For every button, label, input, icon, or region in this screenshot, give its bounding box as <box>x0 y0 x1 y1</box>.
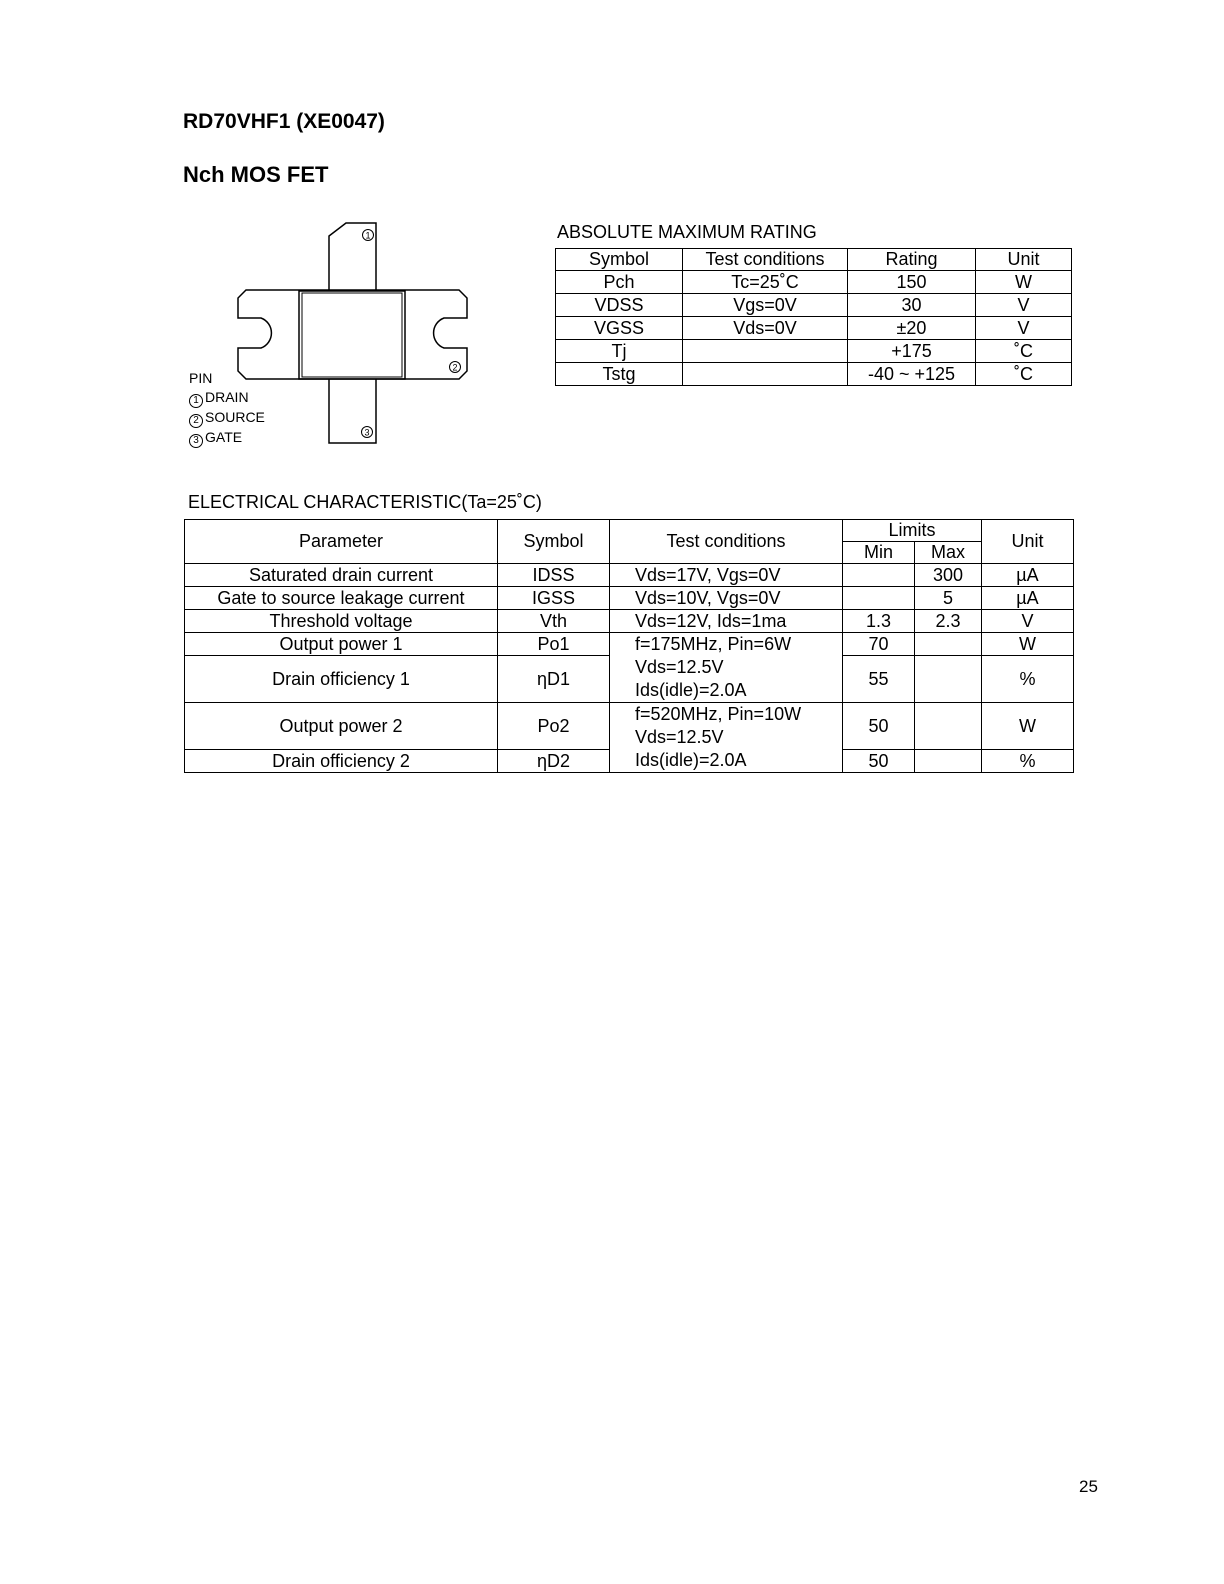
pin-legend <box>189 369 265 448</box>
table-cell: V <box>976 317 1072 340</box>
table-header-row <box>556 249 1072 271</box>
table-row <box>185 633 1074 656</box>
table-row <box>556 294 1072 317</box>
table-cell: Po2 <box>498 703 610 750</box>
pin-1-marker: 1 <box>365 230 371 241</box>
table-cell <box>915 749 982 772</box>
test-conditions-group-1 <box>610 633 843 703</box>
elec-char-caption: ELECTRICAL CHARACTERISTIC(Ta=25˚C) <box>188 492 542 512</box>
table-cell: Saturated drain current <box>185 564 498 587</box>
pin-legend-heading: PIN <box>189 370 213 386</box>
pin-2-marker: 2 <box>452 362 458 373</box>
table-cell: 1.3 <box>843 610 915 633</box>
col-header-limits: Limits <box>843 520 982 542</box>
table-cell: Output power 1 <box>185 633 498 656</box>
table-cell: Vgs=0V <box>683 294 848 317</box>
table-cell: W <box>976 271 1072 294</box>
page-title: RD70VHF1 (XE0047) <box>183 110 385 133</box>
condition-line: Ids(idle)=2.0A <box>635 750 747 770</box>
table-cell: 300 <box>915 564 982 587</box>
pin-number-badge: 2 <box>189 414 203 428</box>
table-row <box>185 610 1074 633</box>
table-cell: W <box>982 633 1074 656</box>
table-row <box>556 363 1072 386</box>
table-cell: Vds=0V <box>683 317 848 340</box>
table-cell: V <box>976 294 1072 317</box>
table-cell: Output power 2 <box>185 703 498 750</box>
col-header-unit: Unit <box>982 520 1074 564</box>
table-cell <box>915 633 982 656</box>
table-cell: ηD2 <box>498 749 610 772</box>
table-cell: V <box>982 610 1074 633</box>
condition-line: f=520MHz, Pin=10W <box>635 704 802 724</box>
flange-outline <box>238 290 467 379</box>
abs-max-table <box>555 248 1072 386</box>
table-row <box>185 587 1074 610</box>
table-cell: 5 <box>915 587 982 610</box>
table-cell: ηD1 <box>498 656 610 703</box>
elec-char-table <box>184 519 1074 773</box>
table-cell: Pch <box>556 271 683 294</box>
package-body <box>299 291 405 379</box>
table-row <box>556 340 1072 363</box>
pin-number-badge: 3 <box>189 434 203 448</box>
device-type: Nch MOS FET <box>183 162 329 187</box>
col-header: Symbol <box>556 249 683 271</box>
table-cell: Tc=25˚C <box>683 271 848 294</box>
table-row <box>556 317 1072 340</box>
table-cell <box>843 587 915 610</box>
table-cell: Gate to source leakage current <box>185 587 498 610</box>
abs-max-caption: ABSOLUTE MAXIMUM RATING <box>557 222 817 242</box>
pin-legend-item <box>189 428 265 448</box>
table-cell: % <box>982 656 1074 703</box>
pin-legend-item <box>189 408 265 428</box>
condition-line: f=175MHz, Pin=6W <box>635 634 792 654</box>
table-cell: IDSS <box>498 564 610 587</box>
table-cell: Drain officiency 1 <box>185 656 498 703</box>
table-cell <box>915 703 982 750</box>
table-cell: +175 <box>848 340 976 363</box>
table-cell: ˚C <box>976 363 1072 386</box>
condition-line: Vds=12.5V <box>635 727 724 747</box>
table-cell: ±20 <box>848 317 976 340</box>
table-cell: 50 <box>843 703 915 750</box>
pin-name: SOURCE <box>205 409 265 425</box>
condition-line: Ids(idle)=2.0A <box>635 680 747 700</box>
table-cell: Po1 <box>498 633 610 656</box>
pin-legend-item <box>189 388 265 408</box>
table-cell: IGSS <box>498 587 610 610</box>
col-header-min: Min <box>843 542 915 564</box>
pin-number-badge: 1 <box>189 394 203 408</box>
table-cell <box>683 340 848 363</box>
col-header: Unit <box>976 249 1072 271</box>
table-cell: VDSS <box>556 294 683 317</box>
table-cell: VGSS <box>556 317 683 340</box>
table-row <box>185 703 1074 750</box>
table-cell: W <box>982 703 1074 750</box>
col-header-max: Max <box>915 542 982 564</box>
col-header-symbol: Symbol <box>498 520 610 564</box>
table-cell: µA <box>982 564 1074 587</box>
col-header: Rating <box>848 249 976 271</box>
table-cell: 150 <box>848 271 976 294</box>
table-row <box>556 271 1072 294</box>
table-cell: 2.3 <box>915 610 982 633</box>
table-cell <box>915 656 982 703</box>
table-cell: Drain officiency 2 <box>185 749 498 772</box>
pin-3-marker: 3 <box>364 427 370 438</box>
page-number: 25 <box>1079 1477 1098 1496</box>
table-cell: -40 ~ +125 <box>848 363 976 386</box>
table-cell: Tj <box>556 340 683 363</box>
col-header-parameter: Parameter <box>185 520 498 564</box>
table-cell: Vth <box>498 610 610 633</box>
table-header-row <box>185 520 1074 542</box>
table-cell: 70 <box>843 633 915 656</box>
pin-name: DRAIN <box>205 389 249 405</box>
col-header: Test conditions <box>683 249 848 271</box>
table-cell: 30 <box>848 294 976 317</box>
table-cell: Vds=12V, Ids=1ma <box>610 610 843 633</box>
table-row <box>185 564 1074 587</box>
table-cell: % <box>982 749 1074 772</box>
table-cell: 50 <box>843 749 915 772</box>
table-cell <box>843 564 915 587</box>
table-cell <box>683 363 848 386</box>
table-cell: Tstg <box>556 363 683 386</box>
pin-name: GATE <box>205 429 243 445</box>
table-cell: Vds=10V, Vgs=0V <box>610 587 843 610</box>
table-cell: ˚C <box>976 340 1072 363</box>
test-conditions-group-2 <box>610 703 843 773</box>
table-cell: Vds=17V, Vgs=0V <box>610 564 843 587</box>
col-header-test-conditions: Test conditions <box>610 520 843 564</box>
condition-line: Vds=12.5V <box>635 657 724 677</box>
table-cell: Threshold voltage <box>185 610 498 633</box>
table-cell: 55 <box>843 656 915 703</box>
table-cell: µA <box>982 587 1074 610</box>
